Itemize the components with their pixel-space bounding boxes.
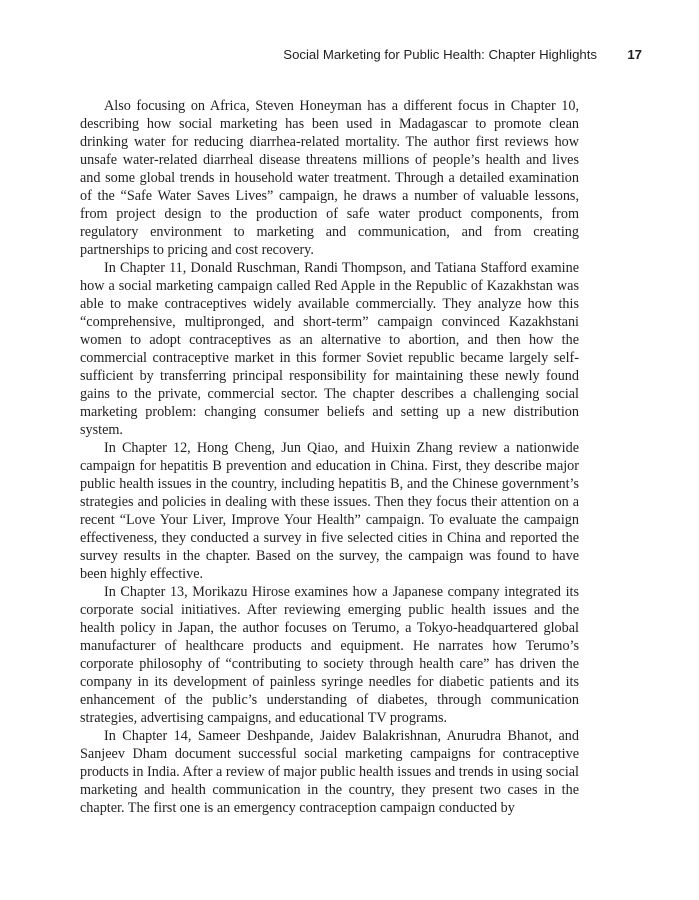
paragraph: In Chapter 12, Hong Cheng, Jun Qiao, and Huixin Zhang review a nationwide campaign for hepatitis B prevention and education in China. First, they describe major public health issues in the country, including hepatitis B, and the Chinese government’s strategies and policies in dealing with these issues. Then they focus their attention on a recent “Love Your Liver, Improve Your Health” campaign. To evaluate the campaign effectiveness, they conducted a survey in five selected cities in China and reported the survey results in the chapter. Based on the survey, the campaign was found to have been highly effective.: [80, 440, 579, 582]
running-head: Social Marketing for Public Health: Chapter Highlights: [283, 47, 597, 62]
body-text: [80, 97, 579, 817]
page-header: [0, 47, 699, 67]
paragraph: In Chapter 13, Morikazu Hirose examines how a Japanese company integrated its corporate social initiatives. After reviewing emerging public health issues and the health policy in Japan, the author focuses on Terumo, a Tokyo-headquartered global manufacturer of healthcare products and equipment. He narrates how Terumo’s corporate philosophy of “contributing to society through health care” has driven the company in its development of painless syringe needles for diabetic patients and its enhancement of the public’s understanding of diabetes, through communication strategies, advertising campaigns, and educational TV programs.: [80, 584, 579, 726]
page-number: 17: [627, 47, 642, 62]
paragraph: In Chapter 14, Sameer Deshpande, Jaidev Balakrishnan, Anurudra Bhanot, and Sanjeev Dham document successful social marketing campaigns for contraceptive products in India. After a review of major public health issues and trends in using social marketing and health communication in the country, they present two cases in the chapter. The first one is an emergency contraception campaign conducted by: [80, 728, 579, 816]
paragraph: Also focusing on Africa, Steven Honeyman has a different focus in Chapter 10, describing how social marketing has been used in Madagascar to promote clean drinking water for reducing diarrhea-related mortality. The author first reviews how unsafe water-related diarrheal disease threatens millions of people’s health and lives and some global trends in household water treatment. Through a detailed examination of the “Safe Water Saves Lives” campaign, he draws a number of valuable lessons, from project design to the production of safe water product components, from regulatory environment to marketing and communication, and from creating partnerships to pricing and cost recovery.: [80, 98, 579, 258]
paragraph: In Chapter 11, Donald Ruschman, Randi Thompson, and Tatiana Stafford examine how a social marketing campaign called Red Apple in the Republic of Kazakhstan was able to make contraceptives widely available commercially. They analyze how this “comprehensive, multipronged, and short-term” campaign convinced Kazakhstani women to adopt contraceptives as an alternative to abortion, and then how the commercial contraceptive market in this former Soviet republic became largely self-sufficient by transferring principal responsibility for maintaining these newly found gains to the private, commercial sector. The chapter describes a challenging social marketing problem: changing consumer beliefs and setting up a new distribution system.: [80, 260, 579, 438]
